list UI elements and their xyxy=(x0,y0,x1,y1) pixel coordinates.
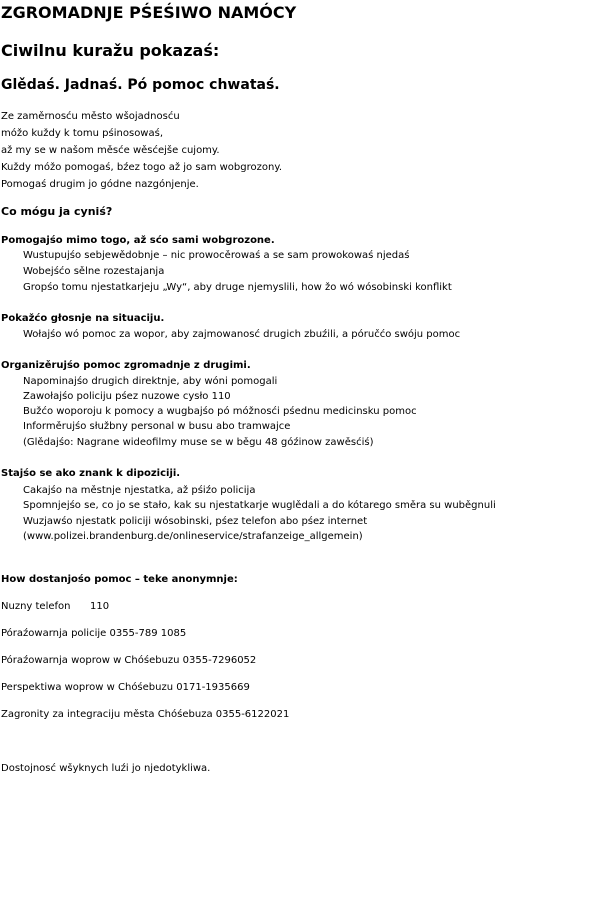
section-item: Informěrujśo słužbny personal w busu abo tramwajce xyxy=(23,421,291,432)
contact-line: Póraźowarnja policije 0355-789 1085 xyxy=(1,628,187,639)
section-heading: Stajśo se ako znank k dipoziciji. xyxy=(1,468,181,479)
emergency-number: 110 xyxy=(90,601,110,612)
document-subtitle: Ciwilnu kuražu pokazaś: xyxy=(1,41,220,60)
help-heading: How dostanjośo pomoc – teke anonymnje: xyxy=(1,574,238,585)
intro-line: móžo kuždy k tomu pśinosowaś, xyxy=(1,128,164,139)
closing-statement: Dostojnosć wšyknych luźi jo njedotykliwa. xyxy=(1,763,211,774)
section-item: Cakajśo na městnje njestatka, až pśiźo policija xyxy=(23,485,256,496)
intro-line: Pomogaś drugim jo gódne nazgónjenje. xyxy=(1,179,199,190)
contact-line: Perspektiwa woprow w Chóśebuzu 0171-1935669 xyxy=(1,682,250,693)
section-item: Wuzjawśo njestatk policiji wósobinski, pśez telefon abo pśez internet xyxy=(23,516,368,527)
section-heading: Pokažćo głosnje na situaciju. xyxy=(1,313,165,324)
section-item: Gropśo tomu njestatkarjeju „Wy“, aby druge njemyslili, how žo wó wósobinski konflikt xyxy=(23,282,452,293)
section-item: Wobejśćo sělne rozestajanja xyxy=(23,266,165,277)
section-item: Spomnjejśo se, co jo se stało, kak su njestatkarje wuglědali a do kótarego směra su wuběgnuli xyxy=(23,500,496,511)
intro-line: až my se w našom měsće wěsćejše cujomy. xyxy=(1,145,220,156)
section-item: Bužćo woporoju k pomocy a wugbajśo pó móžnosći pśednu medicinsku pomoc xyxy=(23,406,417,417)
document-title: ZGROMADNJE PŚEŚIWO NAMÓCY xyxy=(1,3,297,22)
intro-line: Kuždy móžo pomogaś, bźez togo až jo sam wobgrozony. xyxy=(1,162,282,173)
contact-line: Póraźowarnja woprow w Chóśebuzu 0355-7296052 xyxy=(1,655,257,666)
section-heading: Pomogajśo mimo togo, až sćo sami wobgrozone. xyxy=(1,235,275,246)
document-tagline: Glědaś. Jadnaś. Pó pomoc chwataś. xyxy=(1,77,280,93)
section-item: Napominajśo drugich direktnje, aby wóni pomogali xyxy=(23,376,278,387)
section-heading: Organizěrujśo pomoc zgromadnje z drugimi. xyxy=(1,360,251,371)
emergency-label: Nuzny telefon xyxy=(1,601,71,612)
intro-line: Ze zaměrnosću město wšojadnosću xyxy=(1,111,180,122)
section-item: (www.polizei.brandenburg.de/onlineservice/strafanzeige_allgemein) xyxy=(23,531,363,542)
emergency-phone xyxy=(1,601,110,612)
contact-line: Zagronity za integraciju města Chóśebuza 0355-6122021 xyxy=(1,709,290,720)
section-item: Zawołajśo policiju pśez nuzowe cysło 110 xyxy=(23,391,231,402)
section-item: (Glědajśo: Nagrane wideofilmy muse se w běgu 48 góźinow zawěsćiś) xyxy=(23,437,374,448)
section-item: Wołajśo wó pomoc za wopor, aby zajmowanosć drugich zbuźili, a póručćo swóju pomoc xyxy=(23,329,461,340)
question-heading: Co mógu ja cyniś? xyxy=(1,205,113,218)
section-item: Wustupujśo sebjewědobnje – nic prowocěrowaś a se sam prowokowaś njedaś xyxy=(23,250,410,261)
